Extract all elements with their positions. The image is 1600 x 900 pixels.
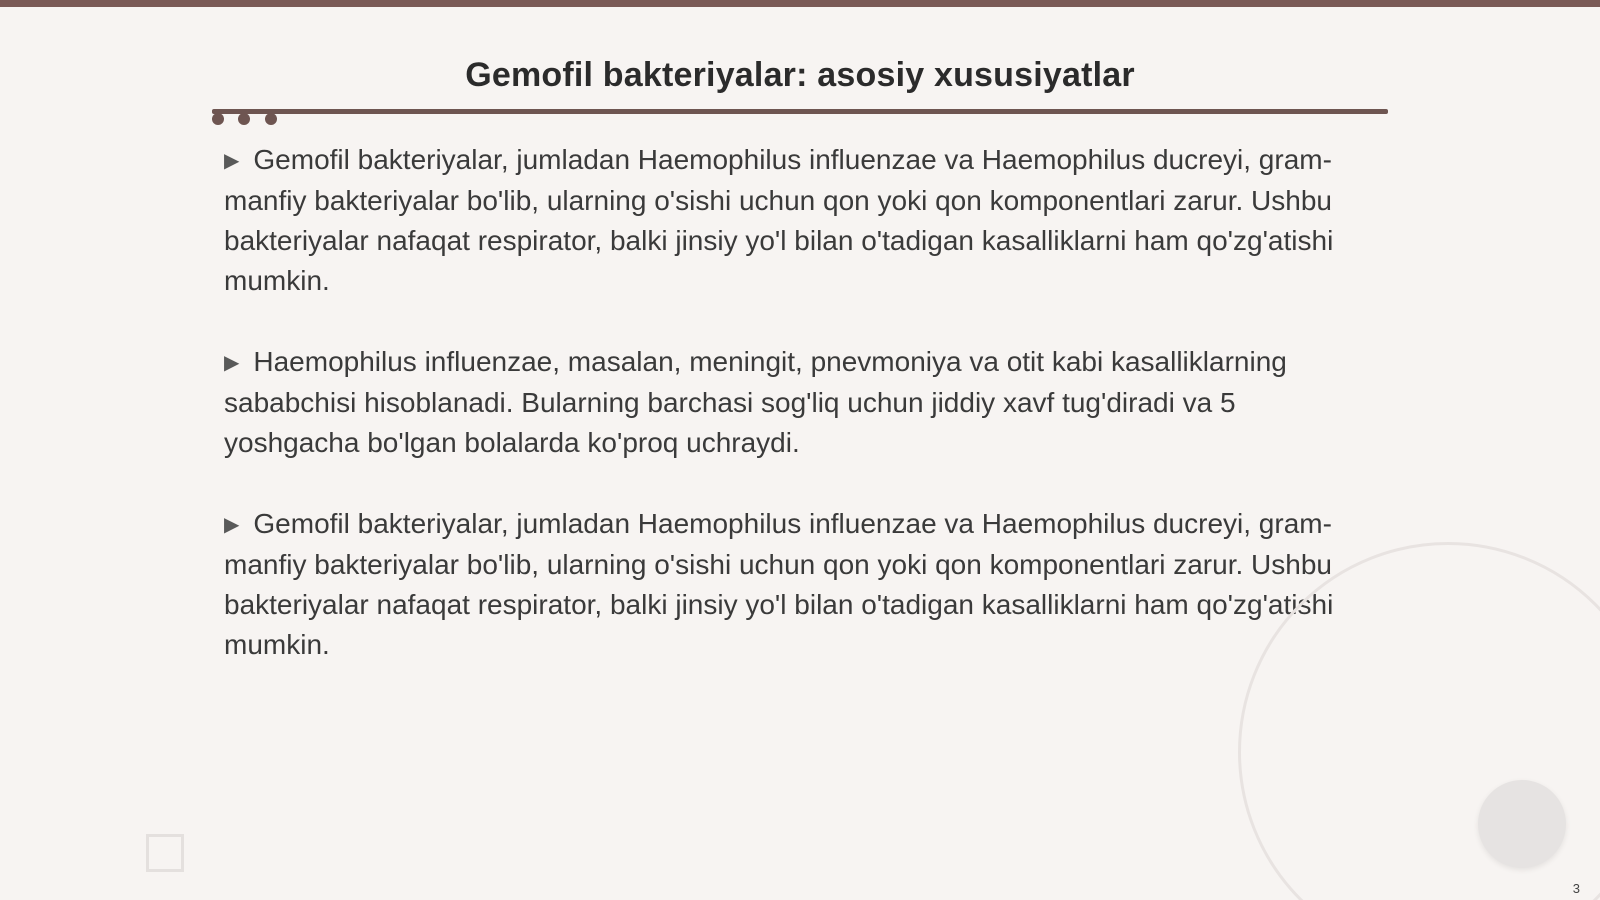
decorative-square <box>146 834 184 872</box>
bullet-text: Gemofil bakteriyalar, jumladan Haemophilus influenzae va Haemophilus ducreyi, gram-manfiy bakteriyalar bo'lib, ularning o'sishi uchun qon yoki qon komponentlari zarur. Ushbu bakteriyalar nafaqat respirator, balki jinsiy yo'l bilan o'tadigan kasalliklarni ham qo'zg'atishi mumkin. <box>224 508 1334 660</box>
bullet-item <box>224 140 1354 301</box>
page-number: 3 <box>1572 881 1580 896</box>
bullet-item <box>224 504 1354 665</box>
decorative-knob <box>1478 780 1566 868</box>
bullet-arrow-icon: ▶ <box>224 352 240 374</box>
bullet-text: Haemophilus influenzae, masalan, meningit, pnevmoniya va otit kabi kasalliklarning sababchisi hisoblanadi. Bularning barchasi sog'liq uchun jiddiy xavf tug'diradi va 5 yoshgacha bo'lgan bolalarda ko'proq uchraydi. <box>224 346 1287 458</box>
divider-dot <box>265 113 277 125</box>
slide-title: Gemofil bakteriyalar: asosiy xususiyatlar <box>465 56 1135 94</box>
bullet-item <box>224 342 1354 463</box>
top-accent-bar <box>0 0 1600 7</box>
divider-dot <box>238 113 250 125</box>
title-divider <box>212 109 1388 114</box>
bullet-arrow-icon: ▶ <box>224 514 240 536</box>
bullet-text: Gemofil bakteriyalar, jumladan Haemophilus influenzae va Haemophilus ducreyi, gram-manfiy bakteriyalar bo'lib, ularning o'sishi uchun qon yoki qon komponentlari zarur. Ushbu bakteriyalar nafaqat respirator, balki jinsiy yo'l bilan o'tadigan kasalliklarni ham qo'zg'atishi mumkin. <box>224 144 1334 296</box>
bullet-arrow-icon: ▶ <box>224 150 240 172</box>
bullet-list <box>224 140 1354 706</box>
divider-dot <box>212 113 224 125</box>
